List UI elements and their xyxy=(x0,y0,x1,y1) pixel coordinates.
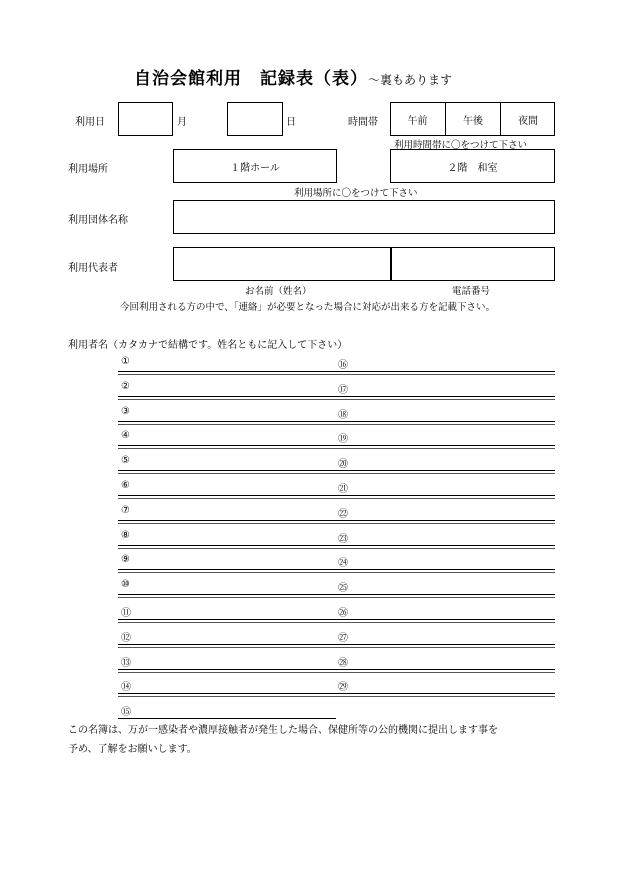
rep-label: 利用代表者 xyxy=(68,263,118,274)
user-row-line xyxy=(118,548,555,549)
user-row-line xyxy=(118,473,555,474)
time-note: 利用時間帯に〇をつけて下さい xyxy=(394,140,528,151)
user-row-line xyxy=(118,374,555,375)
day-field[interactable] xyxy=(227,102,283,136)
place-note: 利用場所に〇をつけて下さい xyxy=(294,188,418,199)
page-title xyxy=(134,64,452,89)
place-label: 利用場所 xyxy=(68,164,108,175)
user-number: ㉖ xyxy=(338,608,348,619)
user-row-line xyxy=(118,424,555,425)
rep-instruction: 今回利用される方の中で、「連絡」が必要となった場合に対応が出来る方を記載下さい。 xyxy=(120,302,496,313)
user-row-line xyxy=(118,572,555,573)
user-row-line[interactable] xyxy=(118,371,555,372)
user-row-line xyxy=(118,672,555,673)
user-number: ⑲ xyxy=(338,434,348,446)
user-number: ㉒ xyxy=(338,508,348,520)
user-row-line xyxy=(118,523,555,524)
user-row-line[interactable] xyxy=(118,421,555,422)
month-unit: 月 xyxy=(177,117,187,128)
user-row-line[interactable] xyxy=(118,594,555,595)
user-number: ㉓ xyxy=(338,533,348,545)
users-heading: 利用者名（カタカナで結構です。姓名ともに記入して下さい） xyxy=(68,340,348,351)
time-slot-afternoon[interactable]: 午後 xyxy=(445,102,500,136)
user-number: ③ xyxy=(121,405,130,417)
user-row-line xyxy=(118,597,555,598)
user-number: ⑥ xyxy=(121,480,130,491)
user-row-line[interactable] xyxy=(118,619,555,620)
month-field[interactable] xyxy=(118,102,173,136)
user-number: ⑬ xyxy=(121,657,131,669)
title-sub: ～裏もあります xyxy=(368,73,453,87)
user-number: ㉘ xyxy=(338,657,348,669)
user-row-line[interactable] xyxy=(118,495,555,496)
user-number: ㉗ xyxy=(338,632,348,644)
user-number: ① xyxy=(121,356,130,367)
time-slot-morning[interactable]: 午前 xyxy=(407,115,428,127)
user-row-line[interactable] xyxy=(118,445,555,446)
place-option-hall[interactable]: １階ホール xyxy=(173,149,337,183)
user-number: ⑧ xyxy=(121,529,130,541)
footer-line-1: この名簿は、万が一感染者や濃厚接触者が発生した場合、保健所等の公的機関に提出します事を xyxy=(68,725,498,736)
group-name-field[interactable] xyxy=(173,200,555,234)
title-main: 自治会館利用 記録表（表） xyxy=(134,69,368,89)
rep-phone-caption: 電話番号 xyxy=(452,286,491,297)
user-row-line[interactable] xyxy=(118,718,336,719)
rep-name-caption: お名前（姓名） xyxy=(245,286,312,297)
user-number: ⑪ xyxy=(121,608,131,619)
user-number: ⑳ xyxy=(338,459,348,471)
user-row-line[interactable] xyxy=(118,669,555,670)
user-number: ⑭ xyxy=(121,682,131,694)
group-label: 利用団体名称 xyxy=(68,215,128,226)
day-unit: 日 xyxy=(286,117,296,128)
user-number: ⑮ xyxy=(121,707,131,719)
user-row-line xyxy=(118,448,555,449)
user-number: ④ xyxy=(121,430,130,442)
place-option-washitsu[interactable]: ２階 和室 xyxy=(390,149,555,183)
user-number: ⑯ xyxy=(338,360,348,371)
user-number: ⑱ xyxy=(338,409,348,421)
user-number: ② xyxy=(121,380,130,392)
rep-name-field[interactable] xyxy=(173,247,392,281)
footer-line-2: 予め、了解をお願いします。 xyxy=(68,744,197,755)
user-row-line xyxy=(118,399,555,400)
user-number: ⑤ xyxy=(121,455,130,467)
date-label: 利用日 xyxy=(75,117,105,128)
time-label: 時間帯 xyxy=(348,117,378,128)
time-slot-night[interactable]: 夜間 xyxy=(500,102,555,136)
user-row-line xyxy=(118,498,555,499)
user-row-line[interactable] xyxy=(118,569,555,570)
user-number: ⑰ xyxy=(338,384,348,396)
user-row-line[interactable] xyxy=(118,545,555,546)
user-row-line[interactable] xyxy=(118,644,555,645)
user-number: ㉔ xyxy=(338,558,348,570)
user-row-line[interactable] xyxy=(118,693,555,694)
user-row-line xyxy=(118,696,555,697)
rep-phone-field[interactable] xyxy=(390,247,555,281)
user-row-line[interactable] xyxy=(118,470,555,471)
user-row-line[interactable] xyxy=(118,396,555,397)
user-row-line xyxy=(118,622,555,623)
user-number: ⑨ xyxy=(121,554,130,566)
user-number: ⑦ xyxy=(121,504,130,516)
user-number: ⑩ xyxy=(121,579,130,591)
user-number: ⑫ xyxy=(121,632,131,644)
user-number: ㉑ xyxy=(338,484,348,495)
user-row-line[interactable] xyxy=(118,520,555,521)
user-number: ㉙ xyxy=(338,682,348,694)
user-row-line xyxy=(118,647,555,648)
user-number: ㉕ xyxy=(338,583,348,595)
